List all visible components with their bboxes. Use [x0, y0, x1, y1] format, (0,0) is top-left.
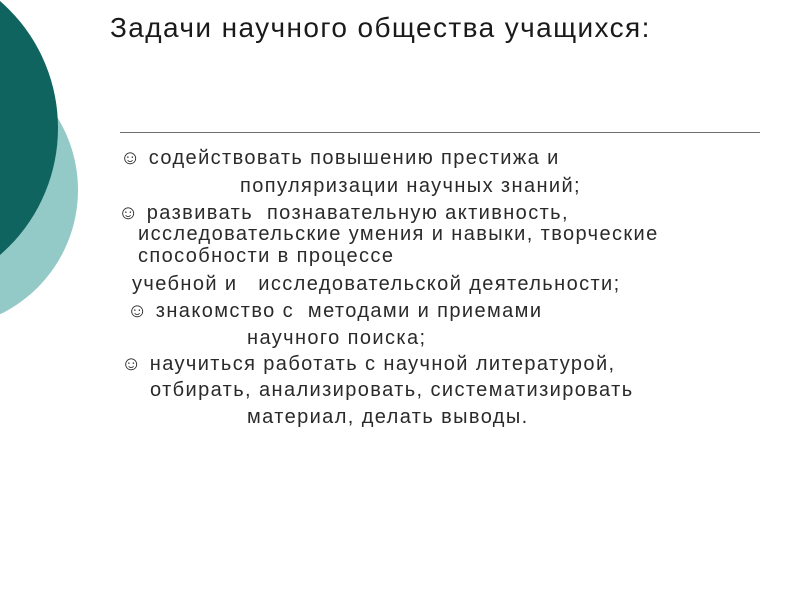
task-4-line-2: отбирать, анализировать, систематизировать [150, 379, 634, 401]
title-divider [120, 132, 760, 133]
task-2-line-1: ☺ развивать познавательную активность, [118, 202, 569, 224]
task-2-line-2: исследовательские умения и навыки, творческие [138, 223, 659, 245]
task-2-line-3: способности в процессе [138, 245, 395, 267]
task-4-line-1: ☺ научиться работать с научной литературой, [121, 353, 616, 375]
task-2-line-4: учебной и исследовательской деятельности; [132, 273, 621, 295]
task-3-line-2: научного поиска; [247, 327, 427, 349]
task-1-line-1: ☺ содействовать повышению престижа и [120, 147, 560, 169]
task-1-line-2: популяризации научных знаний; [240, 175, 582, 197]
task-3-line-1: ☺ знакомство с методами и приемами [127, 300, 543, 322]
task-4-line-3: материал, делать выводы. [247, 406, 529, 428]
slide-title: Задачи научного общества учащихся: [110, 12, 651, 43]
